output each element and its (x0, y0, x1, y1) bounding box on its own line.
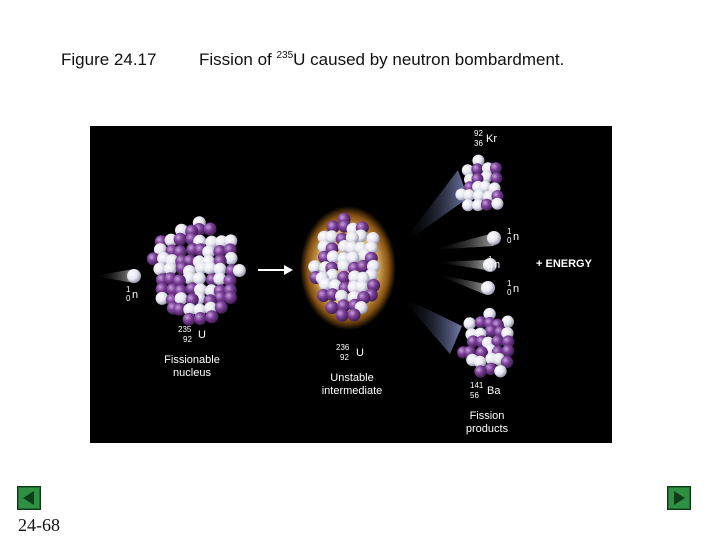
neutron-out-1 (487, 231, 501, 245)
nucleon (174, 233, 187, 246)
nucleon (481, 199, 493, 211)
neutron-out-3-symbol: n (513, 283, 520, 295)
fissionable-label: Fissionable nucleus (164, 354, 220, 379)
fission-figure (90, 126, 612, 443)
prev-arrow-icon (17, 486, 41, 510)
incoming-neutron (94, 269, 141, 283)
neutron-in-z: 0 (126, 294, 131, 303)
u235-z: 92 (183, 335, 192, 344)
neutron-out-3-z: 0 (507, 288, 512, 297)
ba-symbol: Ba (487, 385, 501, 397)
neutron-out-1-z: 0 (507, 236, 512, 245)
products-label: Fission products (465, 410, 509, 435)
nucleon (233, 264, 246, 277)
nucleon (215, 301, 228, 314)
slide-title (61, 50, 701, 70)
u235-symbol: U (198, 329, 206, 341)
nucleon (183, 313, 196, 326)
kr-symbol: Kr (486, 133, 497, 145)
nucleon (205, 310, 218, 323)
nucleon (490, 172, 502, 184)
nucleon (494, 365, 506, 377)
neutron-out-2-z: 0 (488, 264, 493, 273)
energy-label: + ENERGY (536, 258, 592, 270)
nucleon (474, 365, 486, 377)
kr-mass: 92 (474, 129, 483, 138)
next-arrow-icon (667, 486, 691, 510)
neutron-out-3 (481, 281, 495, 295)
caption-mass: 235 (276, 50, 294, 61)
nucleon (194, 312, 207, 325)
nucleon (336, 309, 349, 322)
uranium-235-nucleus (147, 216, 246, 326)
nucleon (204, 223, 217, 236)
neutron-in-symbol: n (132, 289, 139, 301)
caption-prefix: Fission of (199, 50, 277, 69)
ba-z: 56 (470, 391, 479, 400)
nucleon (225, 252, 238, 265)
u236-z: 92 (340, 353, 349, 362)
nucleon (348, 308, 361, 321)
page-number: 24-68 (18, 515, 60, 535)
nucleon (491, 198, 503, 210)
neutron-out-1-mass: 1 (507, 227, 512, 236)
neutron-out-2-symbol: n (494, 259, 501, 271)
nucleon (224, 291, 237, 304)
nucleon (464, 317, 476, 329)
kr-z: 36 (474, 139, 483, 148)
uranium-236-nucleus (300, 206, 396, 330)
barium-nucleus (457, 308, 514, 378)
neutron-out-2-mass: 1 (488, 255, 493, 264)
neutron-out-3-mass: 1 (507, 279, 512, 288)
caption-rest: U caused by neutron bombardment. (293, 50, 565, 69)
u235-mass: 235 (178, 325, 192, 334)
u236-symbol: U (356, 347, 364, 359)
ba-mass: 141 (470, 381, 484, 390)
prev-slide-button[interactable] (17, 486, 41, 510)
figure-number: Figure 24.17 (61, 50, 157, 69)
u236-mass: 236 (336, 343, 350, 352)
next-slide-button[interactable] (667, 486, 691, 510)
reaction-arrow-icon (258, 265, 293, 275)
neutron-in-mass: 1 (126, 285, 131, 294)
unstable-label: Unstable intermediate (321, 372, 383, 397)
neutron-out-1-symbol: n (513, 231, 520, 243)
